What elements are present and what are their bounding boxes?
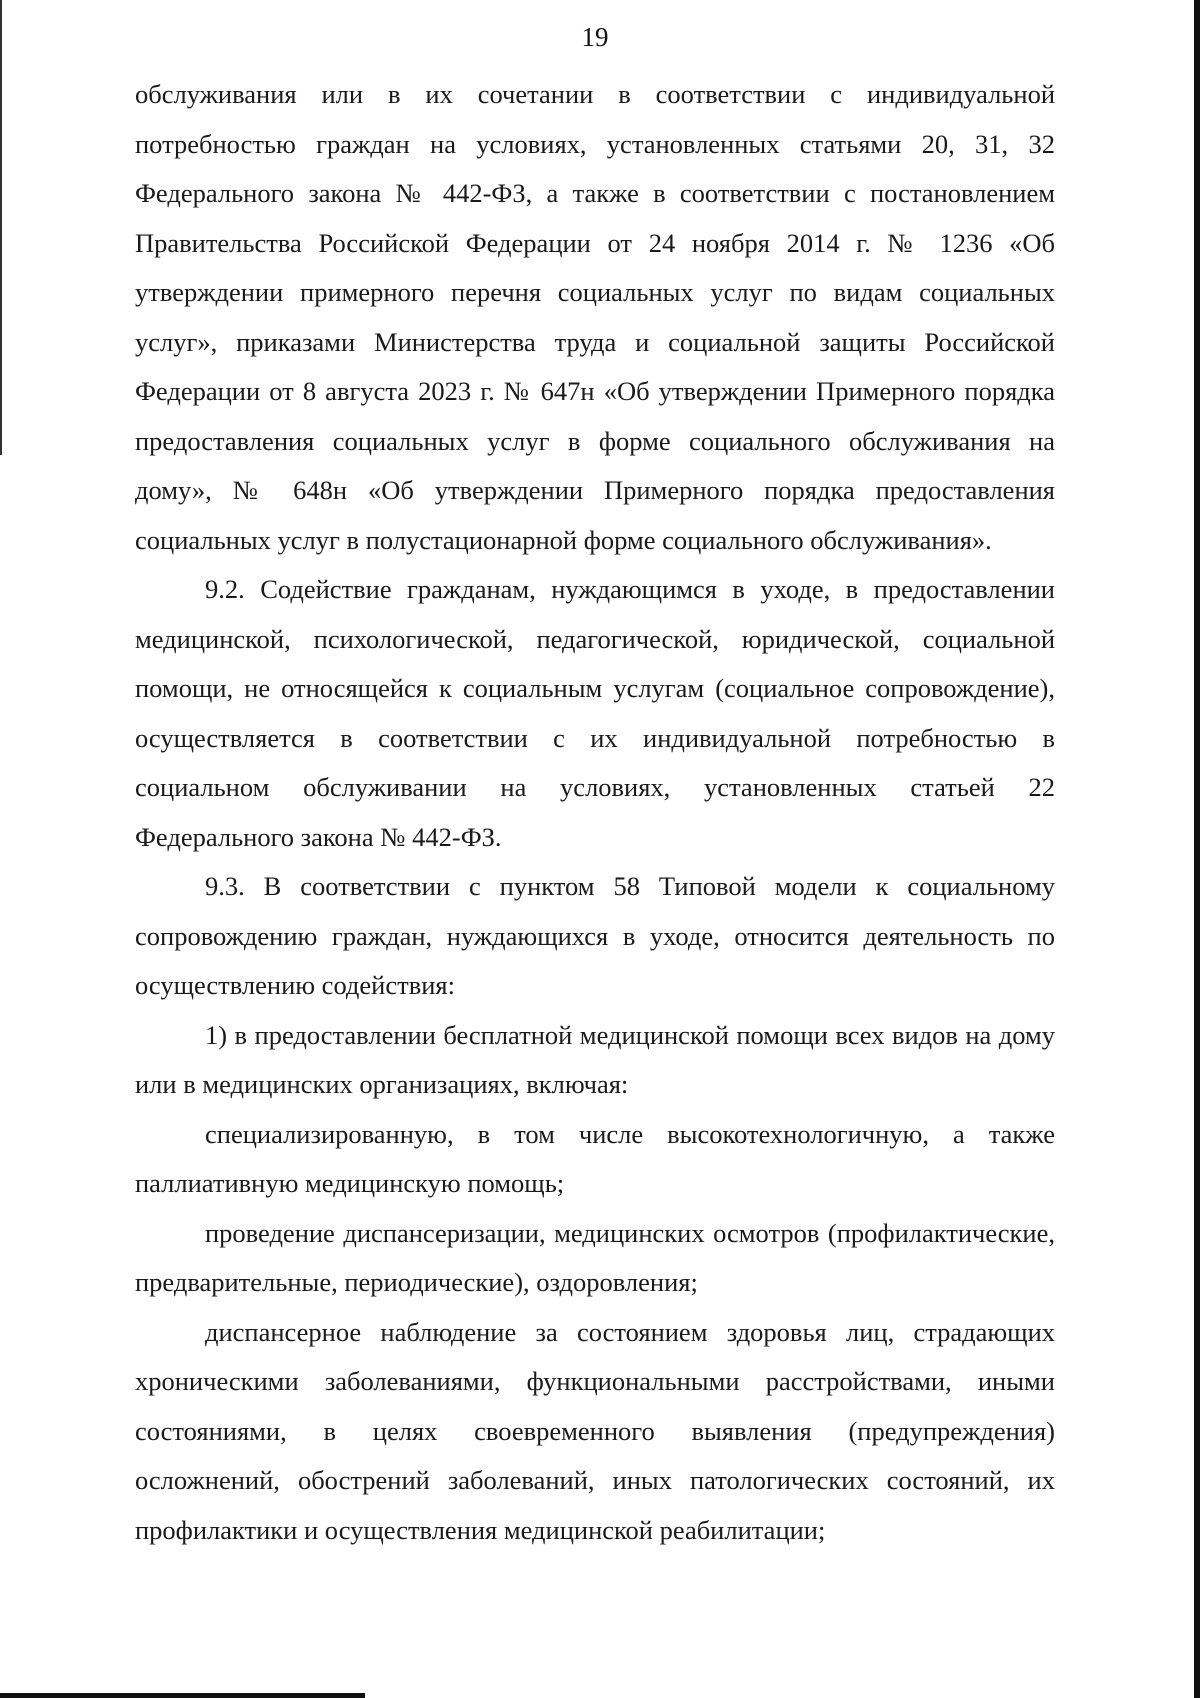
paragraph-continuation: обслуживания или в их сочетании в соответствии с индивидуальной потребностью граждан на условиях, установленных статьями 20, 31, 32 Федерального закона № 442-ФЗ, а также в соответствии с постановлением Правительства Российской Федерации от 24 ноября 2014 г. № 1236 «Об утверждении примерного перечня социальных услуг по видам социальных услуг», приказами Министерства труда и социальной защиты Российской Федерации от 8 августа 2023 г. № 647н «Об утверждении Примерного порядка предоставления социальных услуг в форме социального обслуживания на дому», № 648н «Об утверждении Примерного порядка предоставления социальных услуг в полустационарной форме социального обслуживания». — [135, 79, 1055, 555]
paragraph-9-2: 9.2. Содействие гражданам, нуждающимся в уходе, в предоставлении медицинской, психологической, педагогической, юридической, социальной помощи, не относящейся к социальным услугам (социальное сопровождение), осуществляется в соответствии с их индивидуальной потребностью в социальном обслуживании на условиях, установленных статьей 22 Федерального закона № 442-ФЗ. — [135, 574, 1055, 852]
scan-edge-left — [0, 0, 2, 455]
sub-item-medical-checkups: проведение диспансеризации, медицинских осмотров (профилактические, предварительные, периодические), оздоровления; — [135, 1217, 1055, 1297]
scan-edge-right — [1194, 0, 1200, 1698]
scan-edge-bottom — [0, 1693, 365, 1698]
document-body — [135, 70, 1055, 1555]
list-item-1: 1) в предоставлении бесплатной медицинской помощи всех видов на дому или в медицинских организациях, включая: — [135, 1019, 1055, 1099]
page-number: 19 — [581, 22, 609, 52]
sub-item-dispensary-observation: диспансерное наблюдение за состоянием здоровья лиц, страдающих хроническими заболеваниями, функциональными расстройствами, иными состояниями, в целях своевременного выявления (предупреждения) осложнений, обострений заболеваний, иных патологических состояний, их профилактики и осуществления медицинской реабилитации; — [135, 1316, 1055, 1545]
paragraph-9-3: 9.3. В соответствии с пунктом 58 Типовой модели к социальному сопровождению граждан, нуждающихся в уходе, относится деятельность по осуществлению содействия: — [135, 871, 1055, 1000]
sub-item-specialized-care: специализированную, в том числе высокотехнологичную, а также паллиативную медицинскую помощь; — [135, 1118, 1055, 1198]
